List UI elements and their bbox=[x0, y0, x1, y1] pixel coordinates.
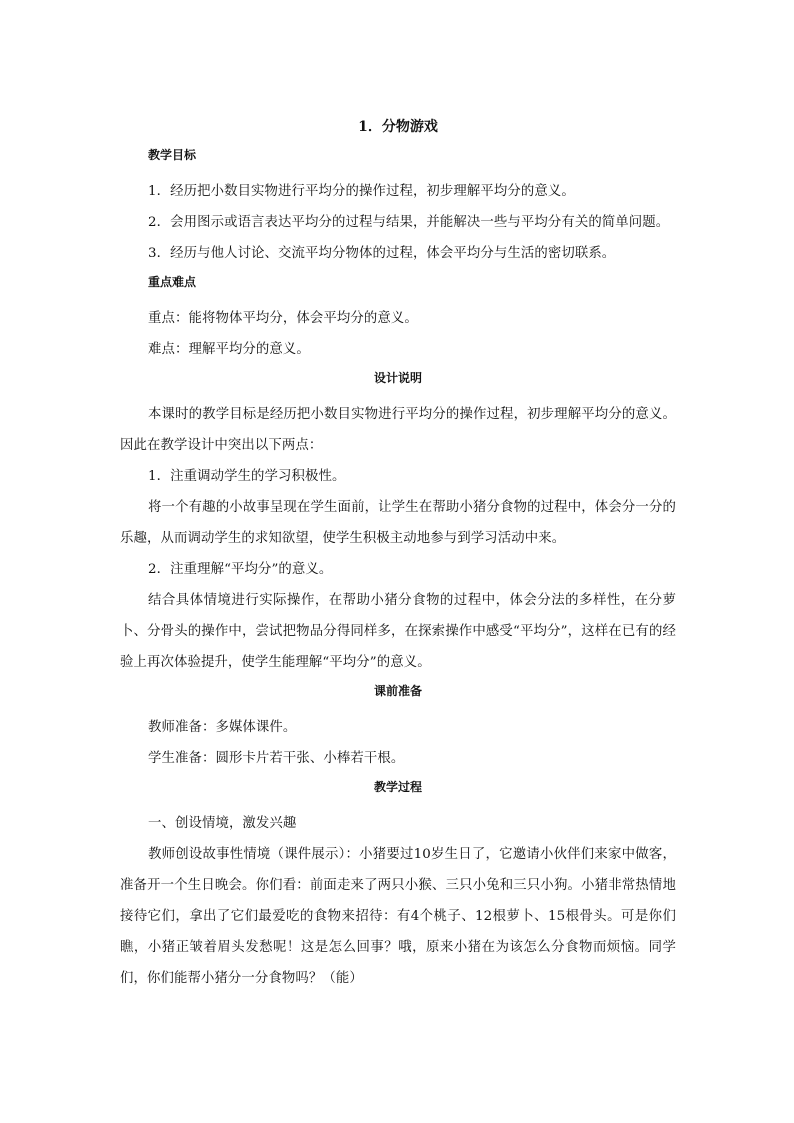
design-paragraph-1: 本课时的教学目标是经历把小数目实物进行平均分的操作过程，初步理解平均分的意义。因此在教学设计中突出以下两点： bbox=[120, 407, 676, 453]
prep-student: 学生准备：圆形卡片若干张、小棒若干根。 bbox=[148, 751, 405, 766]
prep-teacher: 教师准备：多媒体课件。 bbox=[148, 720, 297, 735]
key-heading: 重点难点 bbox=[148, 275, 197, 289]
design-paragraph-3: 结合具体情境进行实际操作，在帮助小猪分食物的过程中，体会分法的多样性，在分萝卜、分骨头的操作中，尝试把物品分得同样多，在探索操作中感受“平均分”，这样在已有的经验上再次体验提升，使学生能理解“平均分”的意义。 bbox=[120, 593, 676, 670]
process-step-1-body: 教师创设故事性情境（课件展示）：小猪要过10岁生日了，它邀请小伙伴们来家中做客，准备开一个生日晚会。你们看：前面走来了两只小猴、三只小兔和三只小狗。小猪非常热情地接待它们，拿出了它们最爱吃的食物来招待：有4个桃子、12根萝卜、15根骨头。可是你们瞧，小猪正皱着眉头发愁呢！这是怎么回事？哦，原来小猪在为该怎么分食物而烦恼。同学们，你们能帮小猪分一分食物吗？（能） bbox=[120, 847, 676, 986]
goals-heading: 教学目标 bbox=[148, 148, 197, 162]
design-heading: 设计说明 bbox=[373, 371, 422, 385]
design-paragraph-2: 将一个有趣的小故事呈现在学生面前，让学生在帮助小猪分食物的过程中，体会分一分的乐趣，从而调动学生的求知欲望，使学生积极主动地参与到学习活动中来。 bbox=[120, 500, 676, 546]
goal-item-2: 2．会用图示或语言表达平均分的过程与结果，并能解决一些与平均分有关的简单问题。 bbox=[148, 215, 670, 230]
prep-heading: 课前准备 bbox=[373, 684, 422, 698]
goal-item-1: 1．经历把小数目实物进行平均分的操作过程，初步理解平均分的意义。 bbox=[148, 184, 575, 199]
page-title: 1．分物游戏 bbox=[358, 119, 438, 135]
design-point-2: 2．注重理解“平均分”的意义。 bbox=[148, 562, 333, 577]
key-point-difficulty: 难点：理解平均分的意义。 bbox=[148, 342, 310, 357]
process-heading: 教学过程 bbox=[373, 780, 422, 794]
design-point-1: 1．注重调动学生的学习积极性。 bbox=[148, 469, 346, 484]
document-content bbox=[120, 116, 676, 994]
key-point-focus: 重点：能将物体平均分，体会平均分的意义。 bbox=[148, 311, 418, 326]
process-step-1-heading: 一、创设情境，激发兴趣 bbox=[148, 816, 297, 831]
goal-item-3: 3．经历与他人讨论、交流平均分物体的过程，体会平均分与生活的密切联系。 bbox=[148, 246, 616, 261]
